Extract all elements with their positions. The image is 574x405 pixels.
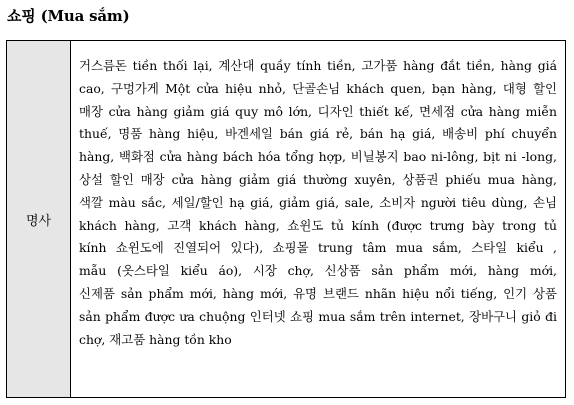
vocabulary-line: 신제품 sản phẩm mới, hàng mới, 유명 브랜드 nhãn hiệu nổi tiếng, 인기 상품 [79,285,557,301]
vocabulary-line: 매장 cửa hàng giảm giá quy mô lớn, 디자인 thiết kế, 면세점 cửa hàng miễn [79,103,557,119]
vocabulary-line: khách hàng, 고객 khách hàng, 쇼윈도 tủ kính (được trưng bày trong tủ [79,217,557,233]
vocabulary-cell [71,41,565,397]
vocabulary-line: 상설 할인 매장 cửa hàng giảm giá thường xuyên, 상품권 phiếu mua hàng, [79,171,557,187]
vocabulary-line: kính 쇼윈도에 진열되어 있다), 쇼핑몰 trung tâm mua sắm, 스타일 kiểu , [79,240,557,256]
vocabulary-line: sản phẩm được ưa chuộng 인터넷 쇼핑 mua sắm trên internet, 장바구니 giỏ đi [79,308,557,324]
part-of-speech-cell: 명사 [7,41,71,397]
vocabulary-line: cao, 구멍가게 Một cửa hiệu nhỏ, 단골손님 khách quen, bạn hàng, 대형 할인 [79,80,557,96]
vocabulary-line: mẫu (옷스타일 kiểu áo), 시장 chợ, 신상품 sản phẩm mới, hàng mới, [79,263,557,279]
vocabulary-line: 거스름돈 tiền thối lại, 계산대 quầy tính tiền, 고가품 hàng đắt tiền, hàng giá [79,58,557,73]
vocabulary-line: 색깔 màu sắc, 세일/할인 hạ giá, giảm giá, sale, 소비자 người tiêu dùng, 손님 [79,194,557,210]
vocabulary-line: hàng, 백화점 cửa hàng bách hóa tổng hợp, 비닐봉지 bao ni-lông, bịt ni -long, [79,149,557,165]
vocabulary-line: thuế, 명품 hàng hiệu, 바겐세일 bán giá rẻ, bán hạ giá, 배송비 phí chuyển [79,126,557,142]
vocabulary-line: chợ, 재고품 hàng tồn kho [79,331,232,347]
vocabulary-table [6,40,566,398]
page-heading: 쇼핑 (Mua sắm) [7,7,130,25]
